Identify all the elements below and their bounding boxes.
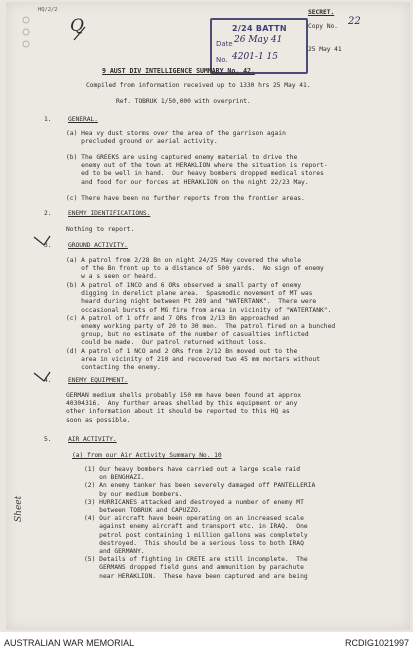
paragraph: (a) Hea vy dust storms over the area of the garrison again precluded ground or aerial activity. (66, 130, 286, 146)
document-date: 25 May 41 (308, 46, 342, 53)
section-number: 5. (44, 436, 52, 443)
stamp-unit: 2/24 BATTN (232, 24, 287, 33)
section-heading: GENERAL. (68, 116, 98, 123)
copy-number-handwritten: 22 (348, 16, 361, 27)
compiled-note: Compiled from information received up to 1330 hrs 25 May 41. (86, 82, 311, 89)
section-heading: ENEMY EQUIPMENT. (68, 377, 128, 384)
document-title: 9 AUST DIV INTELLIGENCE SUMMARY No. 42. (102, 67, 255, 75)
paragraph: (a) A patrol from 2/28 Bn on night 24/25 May covered the whole of the Bn front up to a distance of 500 yards. No sign of enemy w a s seen or heard. (66, 257, 324, 281)
section-number: 2. (44, 210, 52, 217)
paragraph: (b) A patrol of 1NCO and 6 ORs observed a small party of enemy digging in derelict plane area. Spasmodic movement of MT was heard during night between Pt 209 and "WATERTANK". There were occasional bursts of MG fire from area in vicinity of "WATERTANK". (c) A patrol of 1 offr and 7 ORs from 2/13 Bn approached an enemy working party of 20 to 30 men. The patrol fired on a bunched group, but no estimate of the number of casualties inflicted could be made. Our patrol returned without loss. (d) A patrol of 1 NCO and 2 ORs from 2/12 Bn moved out to the area in vicinity of 210 and recovered two 45 mm mortars without contacting the enemy. (66, 282, 336, 372)
battalion-receipt-stamp (210, 18, 308, 74)
paragraph: (c) There have been no further reports from the frontier areas. (66, 195, 305, 202)
document-page (6, 2, 410, 630)
paragraph: Nothing to report. (66, 226, 135, 233)
section-number: 4. (44, 377, 52, 384)
handwritten-initials: Q (70, 16, 84, 36)
archive-record-id: RCDIG1021997 (344, 638, 409, 648)
classification-marking: SECRET. (308, 9, 335, 16)
punch-hole-marks (20, 12, 38, 52)
paragraph: (b) The GREEKS are using captured enemy material to drive the enemy out of the town at HERAKLION where the situation is report- ed to be well in hand. Our heavy bombers dropped medical stores and food for our forces at HERAKLION on the night 22/23 May. (66, 154, 328, 186)
copy-number-label: Copy No. (308, 23, 338, 30)
section-number: 1. (44, 116, 52, 123)
archive-footer (0, 632, 413, 654)
handwritten-arrow-mark (72, 24, 88, 42)
section-heading: GROUND ACTIVITY. (68, 242, 128, 249)
stamp-date-handwritten: 26 May 41 (234, 35, 283, 45)
stamp-number-handwritten: 4201-1 15 (232, 52, 278, 62)
margin-handwritten-note: Sheet (14, 495, 24, 522)
section-heading: ENEMY IDENTIFICATIONS. (68, 210, 151, 217)
map-reference: Ref. TOBRUK 1/50,000 with overprint. (116, 98, 251, 105)
paragraph: GERMAN medium shells probably 150 mm have been found at approx 40304316. Any further areas shelled by this equipment or any other information about it should be reported to this HQ as soon as possible. (66, 392, 302, 424)
stamp-number-label: No. (216, 56, 228, 64)
paragraph: (1) Our heavy bombers have carried out a large scale raid on BENGHAZI. (2) An enemy tanker has been severely damaged off PANTELLERIA by our medium bombers. (3) HURRICANES attacked and destroyed a number of enemy MT between TOBRUK and CAPUZZO. (4) Our aircraft have been operating on an increased scale against enemy aircraft and transport etc. in IRAQ. One petrol post containing 1 million gallons was completely destroyed. This should be a serious loss to both IRAQ and GERMANY. (5) Details of fighting in CRETE are still incomplete. The GERMANS dropped field guns and ammunition by parachute near HERAKLION. These have been captured and are being (84, 466, 316, 580)
section-heading: AIR ACTIVITY. (68, 436, 117, 443)
archive-name: AUSTRALIAN WAR MEMORIAL (4, 638, 135, 648)
subsection-heading: (a) from our Air Activity Summary No. 10 (72, 452, 222, 459)
top-left-reference: HQ/2/2 (38, 7, 58, 13)
stamp-date-label: Date (216, 40, 233, 48)
section-number: 3. (44, 242, 52, 249)
